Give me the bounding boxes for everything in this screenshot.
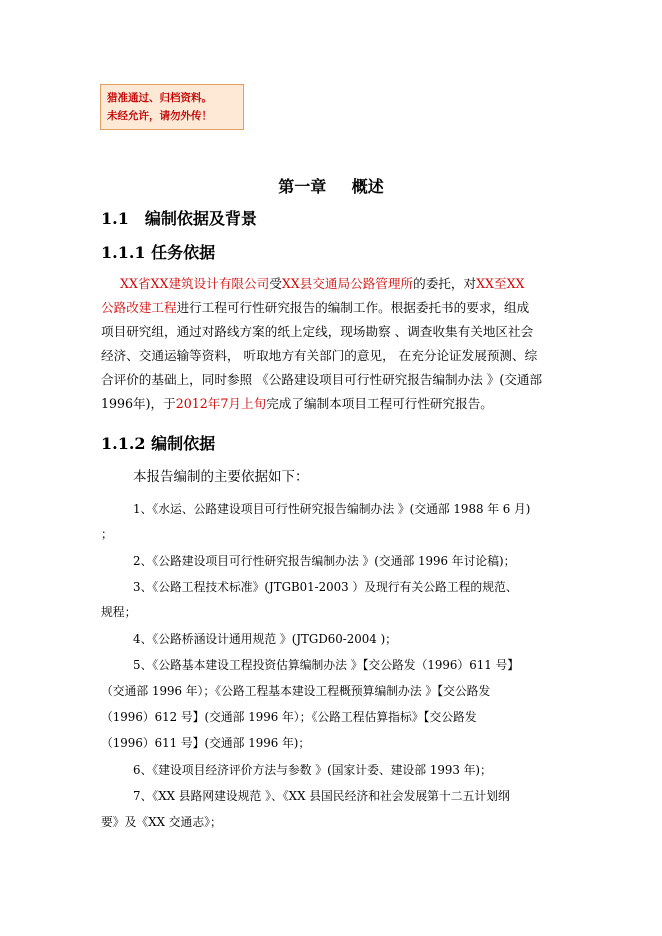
commissioning-agency: XX县交通局公路管理所 [281,276,414,291]
text-run: 进行工程可行性研究报告的编制工作。根据委托书的要求，组成 [176,300,530,315]
stamp-line-1: 猎准通过、归档资料。 [107,92,212,104]
stamp-line-2: 未经允许，请勿外传！ [107,110,212,122]
reference-item: 1、《水运、公路建设项目可行性研究报告编制办法 》(交通部 1988 年 6 月) [133,502,531,516]
section-heading-1-1-2: 1.1.2 编制依据 [101,434,216,453]
reference-item: （交通部 1996 年）；《公路工程基本建设工程概预算编制办法 》【交公路发 [101,684,491,698]
text-run: 的委托，对 [413,276,477,291]
reference-item: 3、《公路工程技术标准》(JTGB01-2003 ）及现行有关公路工程的规范、 [133,580,518,594]
paragraph-line: 项目研究组，通过对路线方案的纸上定线，现场勘察 、调查收集有关地区社会 [101,324,534,339]
chapter-heading [0,176,662,198]
client-company: XX省XX建筑设计有限公司 [120,276,270,291]
paragraph-line: 经济、交通运输等资料， 听取地方有关部门的意见， 在充分论证发展预测、综 [101,348,538,363]
completion-date: 2012年7月上旬 [175,396,267,411]
reference-item: 要》及《XX 交通志》； [101,815,222,829]
paragraph-line: 合评价的基础上，同时参照 《公路建设项目可行性研究报告编制办法 》(交通部 [101,372,543,387]
reference-item: 6、《建设项目经济评价方法与参数 》(国家计委、建设部 1993 年)； [133,763,492,777]
text-run: 完成了编制本项目工程可行性研究报告。 [266,396,493,411]
route-name: XX至XX [476,276,525,291]
chapter-number: 第一章 [278,177,327,196]
reference-item: ； [101,527,113,541]
section-heading-1-1-1: 1.1.1 任务依据 [101,243,216,262]
basis-intro: 本报告编制的主要依据如下： [133,469,309,485]
paragraph-line [101,296,571,320]
reference-item: 5、《公路基本建设工程投资估算编制办法 》【交公路发（1996）611 号】 [133,658,520,672]
reference-item: （1996）611 号】(交通部 1996 年)； [101,736,311,750]
reference-item: 规程； [101,605,137,619]
paragraph-line [101,272,571,296]
confidentiality-stamp [100,84,244,130]
chapter-title: 概述 [351,177,384,196]
paragraph-line [101,392,571,416]
reference-item: 7、《XX 县路网建设规范 》、《XX 县国民经济和社会发展第十二五计划纲 [133,789,510,803]
text-run: 1996年)，于 [101,396,176,411]
reference-item: 2、《公路建设项目可行性研究报告编制办法 》(交通部 1996 年讨论稿)； [133,554,516,568]
task-basis-paragraph [101,272,571,416]
section-heading-1-1: 1.1 编制依据及背景 [101,209,257,228]
reference-item: （1996）612 号】(交通部 1996 年）；《公路工程估算指标》【交公路发 [101,710,477,724]
text-run: 受 [269,276,282,291]
project-name: 公路改建工程 [101,300,177,315]
reference-item: 4、《公路桥涵设计通用规范 》(JTGD60-2004 )； [133,632,397,646]
